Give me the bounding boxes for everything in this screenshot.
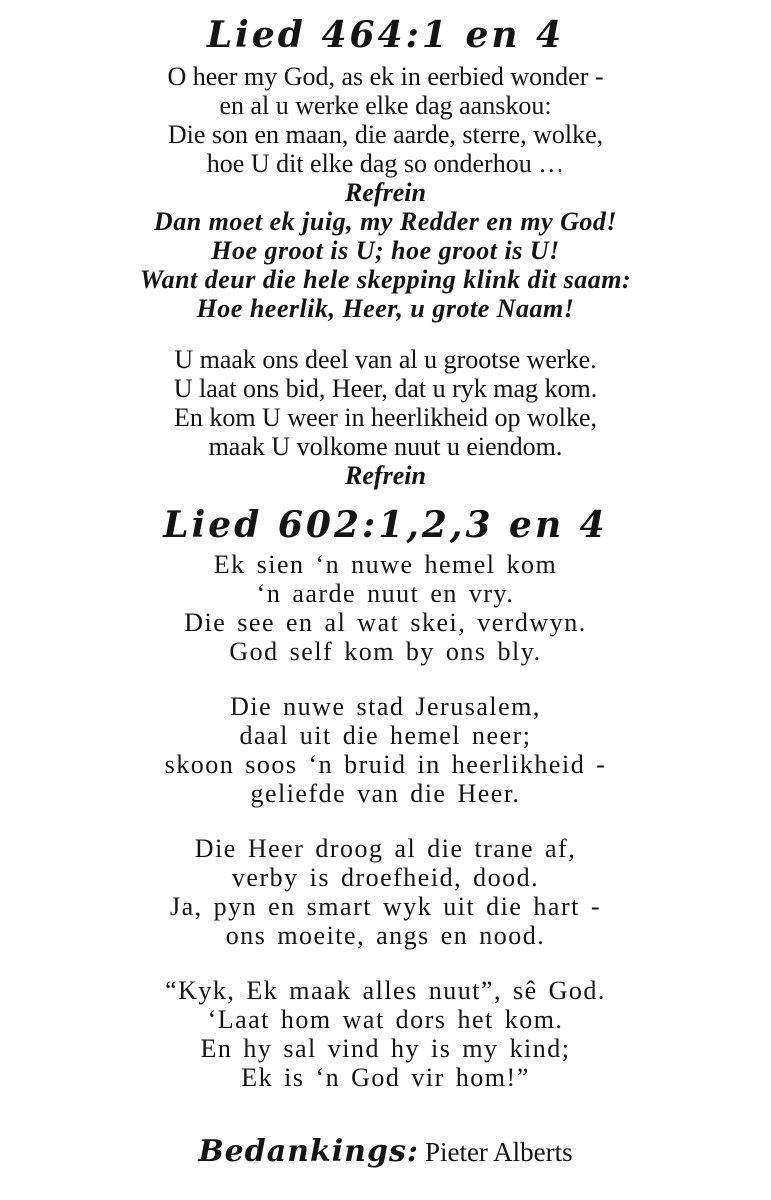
song2-stanza4 bbox=[0, 976, 771, 1092]
lyric-line: maak U volkome nuut u eiendom. bbox=[208, 432, 563, 461]
song1-verse2 bbox=[0, 345, 771, 461]
spacer bbox=[0, 323, 771, 345]
lyric-line: daal uit die hemel neer; bbox=[239, 721, 532, 750]
song2-stanza3 bbox=[0, 834, 771, 950]
lyric-line: skoon soos ‘n bruid in heerlikheid - bbox=[164, 750, 607, 779]
song2-stanza2 bbox=[0, 692, 771, 808]
refrain-heading: Refrein bbox=[345, 178, 426, 207]
lyric-line: En hy sal vind hy is my kind; bbox=[200, 1034, 571, 1063]
song2-stanza1 bbox=[0, 550, 771, 666]
lyric-line: Die son en maan, die aarde, sterre, wolke, bbox=[167, 120, 604, 149]
lyric-line: ‘Laat hom wat dors het kom. bbox=[207, 1005, 564, 1034]
lyric-line: Hoe groot is U; hoe groot is U! bbox=[211, 236, 560, 265]
song-title-lied-464: Lied 464:1 en 4 bbox=[206, 14, 565, 56]
lyric-line: geliefde van die Heer. bbox=[250, 779, 521, 808]
lyric-line: Want deur die hele skepping klink dit saam: bbox=[139, 265, 632, 294]
lyric-line: Die Heer droog al die trane af, bbox=[194, 834, 577, 863]
lyric-line: verby is droefheid, dood. bbox=[231, 863, 540, 892]
song2-stanzas bbox=[0, 550, 771, 1092]
song-title-lied-602: Lied 602:1,2,3 en 4 bbox=[163, 504, 608, 546]
lyric-line: en al u werke elke dag aanskou: bbox=[219, 91, 552, 120]
lyric-line: Hoe heerlik, Heer, u grote Naam! bbox=[196, 294, 575, 323]
song1-verse1 bbox=[0, 62, 771, 178]
lyric-line: O heer my God, as ek in eerbied wonder - bbox=[167, 62, 604, 91]
lyric-line: hoe U dit elke dag so onderhou … bbox=[206, 149, 565, 178]
lyric-line: ‘n aarde nuut en vry. bbox=[256, 579, 515, 608]
lyric-line: Ja, pyn en smart wyk uit die hart - bbox=[169, 892, 602, 921]
footer-thanks-name: Pieter Alberts bbox=[424, 1137, 573, 1167]
lyric-line: U laat ons bid, Heer, dat u ryk mag kom. bbox=[173, 374, 598, 403]
lyric-line: “Kyk, Ek maak alles nuut”, sê God. bbox=[165, 976, 606, 1005]
refrain-repeat-heading: Refrein bbox=[345, 461, 426, 490]
footer-thanks-label: Bedankings: bbox=[198, 1134, 419, 1169]
lyric-line: Ek sien ‘n nuwe hemel kom bbox=[213, 550, 558, 579]
lyric-line: En kom U weer in heerlikheid op wolke, bbox=[173, 403, 598, 432]
footer-credit bbox=[0, 1132, 771, 1177]
lyric-line: Dan moet ek juig, my Redder en my God! bbox=[153, 207, 618, 236]
lyric-line: ons moeite, angs en nood. bbox=[225, 921, 546, 950]
lyric-line: God self kom by ons bly. bbox=[229, 637, 542, 666]
lyric-line: Ek is ‘n God vir hom!” bbox=[241, 1063, 530, 1092]
lyric-line: Die see en al wat skei, verdwyn. bbox=[184, 608, 587, 637]
song1-chorus bbox=[0, 207, 771, 323]
lyric-line: Die nuwe stad Jerusalem, bbox=[230, 692, 541, 721]
lyric-line: U maak ons deel van al u grootse werke. bbox=[174, 345, 597, 374]
